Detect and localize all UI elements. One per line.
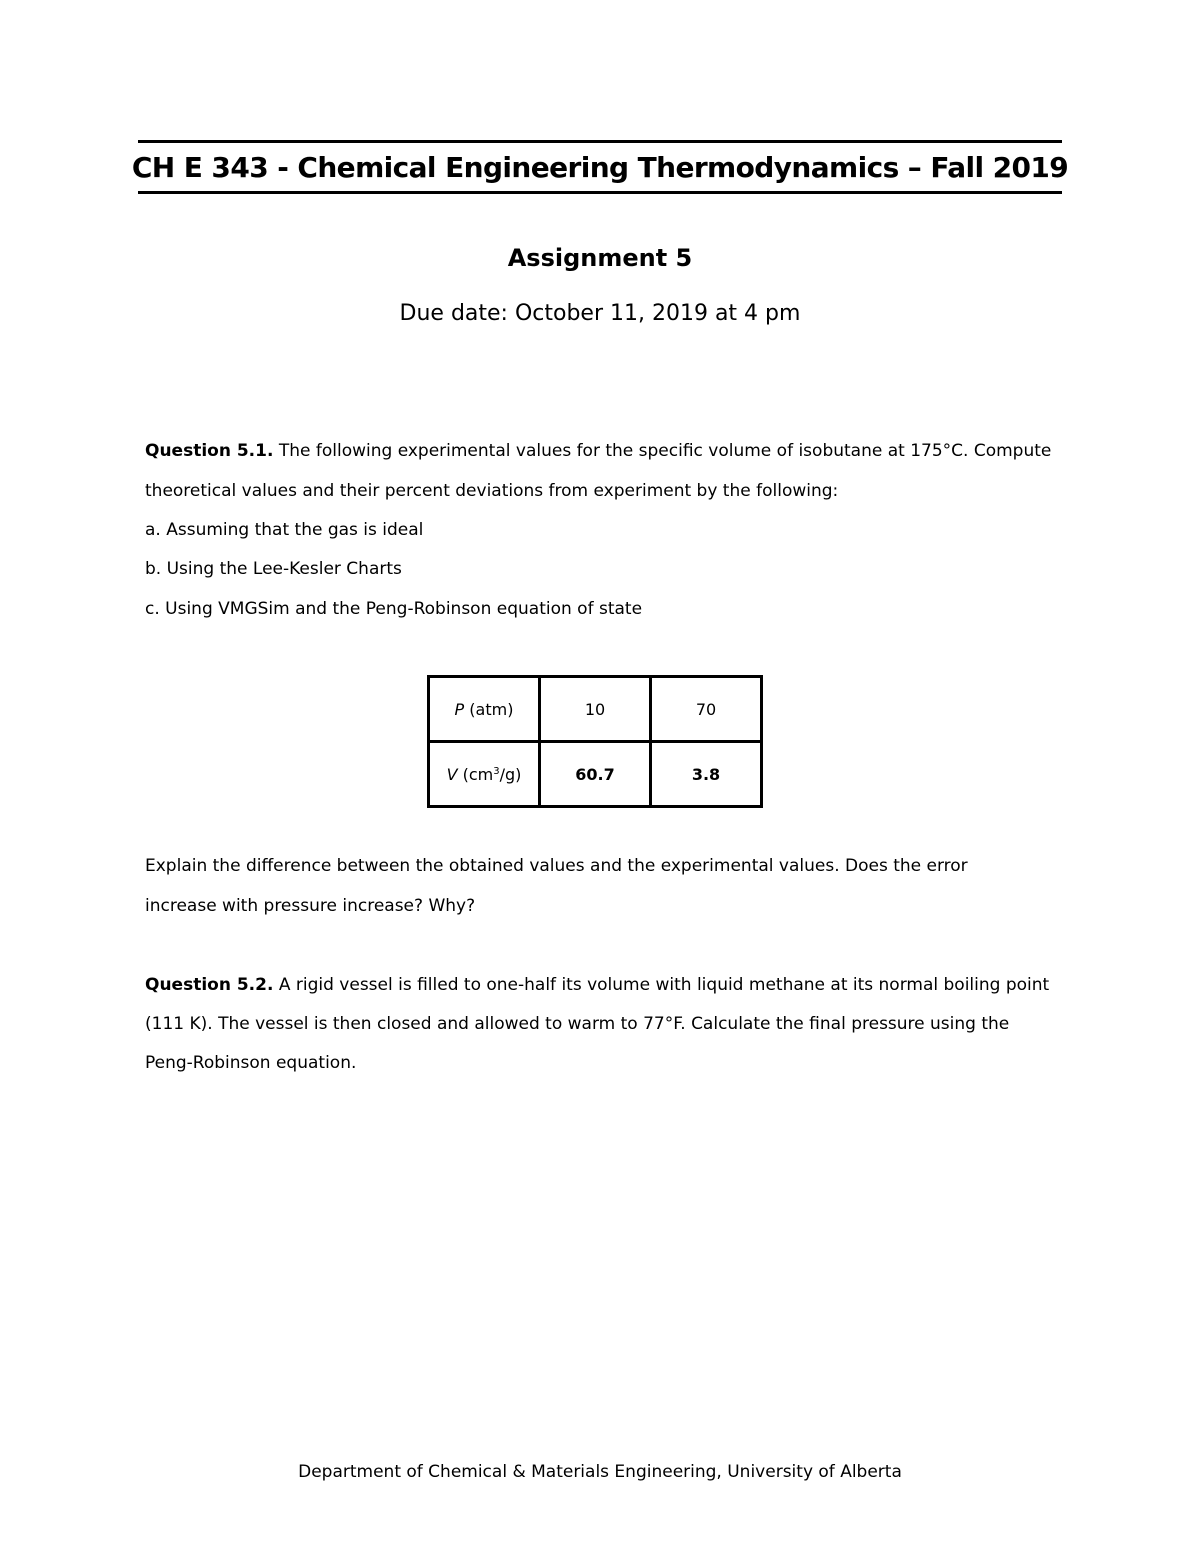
pressure-header-cell: P (atm) — [429, 677, 540, 742]
q2-line1 — [145, 975, 1075, 995]
pressure-value-cell: 10 — [540, 677, 651, 742]
pressure-value-cell: 70 — [651, 677, 762, 742]
q1-line1 — [145, 441, 1075, 461]
q1-explain-line1: Explain the difference between the obtained values and the experimental values. Does the error — [145, 856, 968, 876]
assignment-title: Assignment 5 — [507, 244, 693, 272]
volume-header-cell: V $(cm^3/g)$ — [429, 742, 540, 807]
q1-text-1: The following experimental values for the specific volume of isobutane at 175°C. Compute — [273, 441, 1052, 461]
q1-item-b: b. Using the Lee-Kesler Charts — [145, 559, 402, 579]
volume-value-cell: 3.8 — [651, 742, 762, 807]
q2-line3: Peng-Robinson equation. — [145, 1053, 357, 1073]
q1-item-a: a. Assuming that the gas is ideal — [145, 520, 424, 540]
due-date: Due date: October 11, 2019 at 4 pm — [399, 301, 801, 326]
q2-label: Question 5.2. — [145, 975, 274, 995]
q1-item-c: c. Using VMGSim and the Peng-Robinson equation of state — [145, 599, 643, 619]
q1-line2: theoretical values and their percent deviations from experiment by the following: — [145, 481, 839, 501]
q2-line2: (111 K). The vessel is then closed and allowed to warm to 77°F. Calculate the final pressure using the — [145, 1014, 1010, 1034]
table-row-pressure — [429, 677, 762, 742]
course-title: CH E 343 - Chemical Engineering Thermodynamics – Fall 2019 — [131, 150, 1069, 184]
table-row-volume — [429, 742, 762, 807]
q2-text-1: A rigid vessel is filled to one-half its volume with liquid methane at its normal boiling point — [273, 975, 1050, 995]
pv-data-table — [427, 675, 763, 808]
course-title-banner — [131, 140, 1069, 194]
q1-explain-line2: increase with pressure increase? Why? — [145, 896, 476, 916]
volume-value-cell: 60.7 — [540, 742, 651, 807]
q1-label: Question 5.1. — [145, 441, 274, 461]
page-footer: Department of Chemical & Materials Engineering, University of Alberta — [298, 1462, 902, 1482]
